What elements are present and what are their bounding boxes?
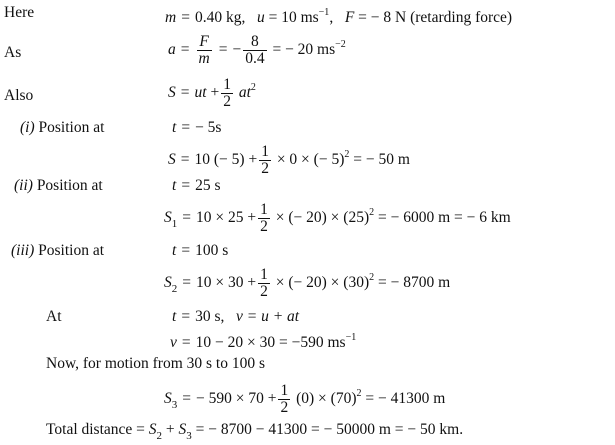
var-S: S	[164, 274, 172, 291]
equals: =	[180, 41, 190, 58]
var-t: t	[172, 177, 177, 194]
displacement-formula	[168, 71, 256, 110]
fraction-8-over-0.4	[243, 34, 266, 67]
equals: =	[182, 390, 191, 407]
comma: ,	[329, 9, 334, 26]
displacement-i	[168, 138, 410, 177]
m-value: 0.40 kg,	[194, 9, 246, 26]
label-position-iii	[11, 242, 104, 260]
label-as: As	[4, 44, 22, 61]
subscript: 3	[171, 399, 178, 411]
acceleration-result: = − 20 ms	[272, 41, 336, 58]
fraction-F-over-m	[197, 34, 212, 67]
F-value: = − 8 N (retarding force)	[358, 9, 513, 26]
label-also: Also	[4, 87, 34, 104]
equals: =	[181, 308, 191, 325]
displacement-ii	[164, 196, 511, 241]
var-a: a	[168, 41, 176, 58]
exponent: 2	[356, 388, 362, 399]
item-number: (i)	[20, 119, 35, 136]
label-position-ii	[14, 177, 103, 195]
numerator: 8	[243, 34, 266, 51]
total-result: = − 8700 − 41300 = − 50000 m = − 50 km.	[191, 421, 464, 438]
time-ii	[172, 177, 220, 195]
numerator: 1	[261, 142, 269, 160]
denominator: m	[198, 49, 210, 67]
term: 10 × 25 +	[196, 209, 257, 226]
exponent: 2	[369, 207, 375, 218]
equals: =	[181, 177, 191, 194]
denominator: 2	[260, 217, 268, 235]
subscript: 1	[171, 218, 178, 230]
label-text: Position at	[36, 177, 103, 194]
equals: =	[180, 151, 190, 168]
var-S: S	[168, 151, 176, 168]
var-S: S	[164, 390, 172, 407]
var-u: u	[256, 9, 265, 26]
label-position-i	[20, 119, 104, 137]
label-here: Here	[4, 4, 35, 21]
term: 10 × 30 +	[196, 274, 257, 291]
subscript: 3	[186, 430, 192, 442]
displacement-iii	[164, 261, 450, 306]
plus: +	[162, 421, 179, 438]
term: − 590 × 70 +	[196, 390, 277, 407]
numerator: 1	[223, 75, 231, 93]
minus: −	[232, 41, 242, 58]
displacement-s3	[164, 377, 445, 422]
item-number: (iii)	[11, 242, 35, 259]
result: = − 41300 m	[365, 390, 446, 407]
equals: =	[181, 119, 191, 136]
var-F: F	[344, 9, 355, 26]
var-S: S	[168, 84, 176, 101]
fraction-half	[221, 77, 233, 110]
equals: =	[180, 84, 190, 101]
velocity-formula: v = u + at	[235, 308, 300, 325]
time-iii	[172, 242, 228, 260]
time-value: − 5s	[195, 119, 222, 136]
time-value: 30 s,	[195, 308, 225, 325]
fraction-half	[259, 144, 271, 177]
denominator: 0.4	[245, 49, 265, 67]
var-m: m	[165, 9, 177, 26]
result: = − 6000 m = − 6 km	[377, 209, 511, 226]
subscript: 2	[171, 283, 178, 295]
denominator: 2	[223, 92, 231, 110]
term: 10 (− 5) +	[194, 151, 258, 168]
denominator: 2	[261, 159, 269, 177]
equals: =	[218, 41, 228, 58]
given-values	[165, 4, 512, 27]
time-30s	[172, 308, 299, 326]
subscript: 2	[156, 430, 163, 442]
fraction-half	[278, 383, 290, 416]
var-v: v	[170, 334, 177, 351]
numerator: 1	[260, 265, 268, 283]
plus: +	[210, 84, 220, 101]
exponent: −1	[345, 332, 357, 343]
term: × (− 20) × (30)	[275, 274, 370, 291]
fraction-half	[258, 267, 270, 300]
label-now: Now, for motion from 30 s to 100 s	[46, 355, 265, 372]
equals: =	[182, 209, 191, 226]
var-t: t	[172, 242, 177, 259]
var-t: t	[172, 308, 177, 325]
denominator: 2	[280, 398, 289, 416]
numerator: 1	[260, 200, 268, 218]
total-distance	[46, 421, 463, 445]
equals: =	[181, 9, 190, 26]
equals: =	[181, 242, 191, 259]
numerator: 1	[280, 381, 289, 399]
numerator: F	[197, 34, 212, 51]
label-text: Position at	[38, 119, 105, 136]
var-S: S	[178, 421, 187, 438]
term: × (− 20) × (25)	[275, 209, 370, 226]
exponent: 2	[344, 149, 350, 160]
exponent: 2	[250, 82, 256, 93]
time-value: 100 s	[195, 242, 229, 259]
var-S: S	[148, 421, 157, 438]
var-S: S	[164, 209, 172, 226]
fraction-half	[258, 202, 270, 235]
exponent: 2	[369, 272, 375, 283]
var-t: t	[172, 119, 177, 136]
acceleration-equation	[168, 28, 346, 67]
equals: =	[182, 274, 191, 291]
velocity-calc	[170, 329, 356, 352]
term-ut: ut	[194, 84, 207, 101]
velocity-value: 10 − 20 × 30 = −590 ms	[195, 334, 346, 351]
term: (0) × (70)	[296, 390, 357, 407]
label-total: Total distance =	[46, 421, 149, 438]
u-exponent: −1	[318, 7, 330, 18]
item-number: (ii)	[14, 177, 33, 194]
term-at: at	[238, 84, 251, 101]
time-value: 25 s	[195, 177, 221, 194]
label-text: Position at	[38, 242, 105, 259]
result: = − 50 m	[353, 151, 410, 168]
u-value: = 10 ms	[268, 9, 319, 26]
label-at: At	[46, 308, 62, 325]
result: = − 8700 m	[377, 274, 451, 291]
time-i	[172, 119, 221, 137]
exponent: −2	[335, 39, 346, 50]
equals: =	[181, 334, 191, 351]
term: × 0 × (− 5)	[276, 151, 345, 168]
denominator: 2	[260, 282, 268, 300]
